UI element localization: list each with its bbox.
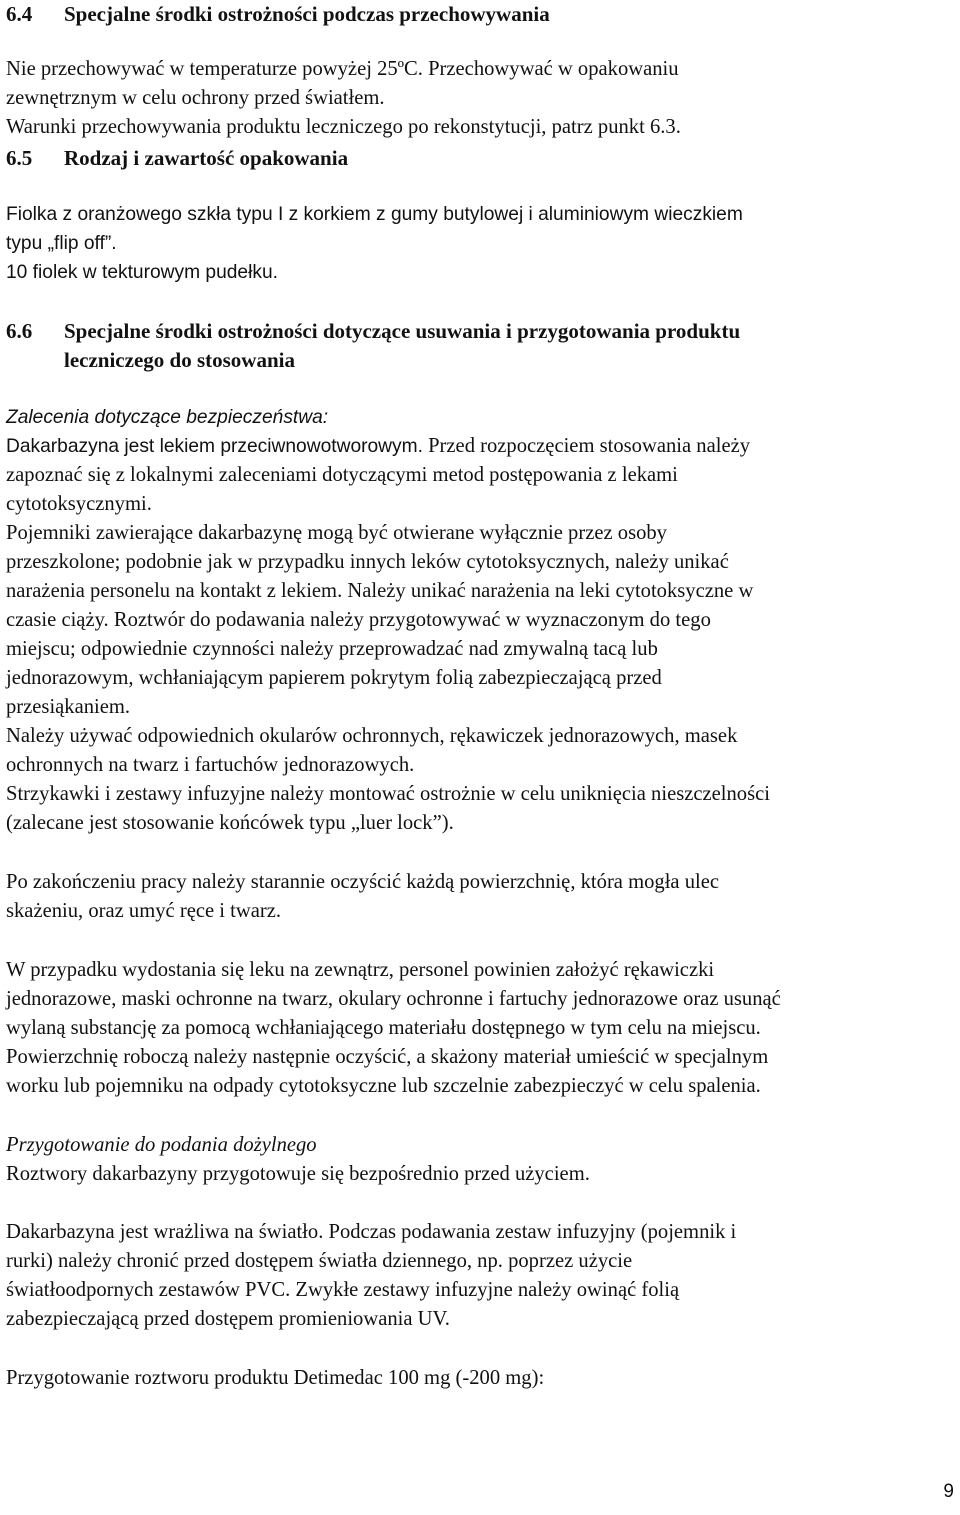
section-title: Specjalne środki ostrożności dotyczące usuwania i przygotowania produktu (64, 319, 741, 343)
safety-line-start: Dakarbazyna jest lekiem przeciwnowotworowym. (6, 436, 423, 457)
section-title-continued: leczniczego do stosowania (64, 348, 295, 372)
section-title: Rodzaj i zawartość opakowania (64, 146, 349, 170)
section-6-4-body (6, 55, 956, 142)
text-line: rurki) należy chronić przed dostępem światła dziennego, np. poprzez użycie (6, 1250, 633, 1272)
text-line: W przypadku wydostania się leku na zewnątrz, personel powinien założyć rękawiczki (6, 959, 715, 981)
text-line: Warunki przechowywania produktu leczniczego po rekonstytucji, patrz punkt 6.3. (6, 116, 681, 138)
section-title: Specjalne środki ostrożności podczas przechowywania (64, 2, 550, 26)
text-line: typu „flip off”. (6, 233, 117, 254)
text-line: przesiąkaniem. (6, 696, 131, 718)
text-line: światłoodpornych zestawów PVC. Zwykłe zestawy infuzyjne należy owinąć folią (6, 1279, 680, 1301)
safety-paragraph (6, 432, 956, 519)
section-number: 6.4 (6, 2, 33, 26)
prep-paragraph (6, 1160, 956, 1189)
text-line: skażeniu, oraz umyć ręce i twarz. (6, 900, 282, 922)
section-6-5-heading (6, 144, 956, 173)
text-line: zewnętrznym w celu ochrony przed światłem. (6, 87, 385, 109)
prep-subheading: Przygotowanie do podania dożylnego (6, 1134, 317, 1156)
text-line: zapoznać się z lokalnymi zaleceniami dotyczącymi metod postępowania z lekami (6, 464, 678, 486)
text-line: (zalecane jest stosowanie końcówek typu „luer lock”). (6, 812, 454, 834)
text-line: zabezpieczającą przed dostępem promieniowania UV. (6, 1308, 450, 1330)
text-line: Fiolka z oranżowego szkła typu I z korkiem z gumy butylowej i aluminiowym wieczkiem (6, 204, 743, 225)
text-line: narażenia personelu na kontakt z lekiem. Należy unikać narażenia na leki cytotoksyczne w (6, 580, 754, 602)
text-line: worku lub pojemniku na odpady cytotoksyczne lub szczelnie zabezpieczyć w celu spalenia. (6, 1075, 761, 1097)
text-line: Po zakończeniu pracy należy starannie oczyścić każdą powierzchnię, która mogła ulec (6, 871, 720, 893)
text-line: Pojemniki zawierające dakarbazynę mogą być otwierane wyłącznie przez osoby (6, 522, 667, 544)
safety-subheading: Zalecenia dotyczące bezpieczeństwa: (6, 407, 329, 428)
text-line: Powierzchnię roboczą należy następnie oczyścić, a skażony materiał umieścić w specjalnym (6, 1046, 769, 1068)
text-line: Strzykawki i zestawy infuzyjne należy montować ostrożnie w celu uniknięcia nieszczelności (6, 783, 770, 805)
text-line: miejscu; odpowiednie czynności należy przeprowadzać nad zmywalną tacą lub (6, 638, 658, 660)
spill-paragraph (6, 956, 956, 1101)
safety-line-end: Przed rozpoczęciem stosowania należy (422, 435, 751, 457)
section-6-4-heading (6, 0, 956, 29)
text-line: ochronnych na twarz i fartuchów jednorazowych. (6, 754, 415, 776)
text-line: cytotoksycznymi. (6, 493, 152, 515)
text-line: przeszkolone; podobnie jak w przypadku innych leków cytotoksycznych, należy unikać (6, 551, 729, 573)
section-6-6-heading (6, 317, 956, 375)
section-6-5-body (6, 200, 956, 287)
text-line: wylaną substancję za pomocą wchłaniającego materiału dostępnego w tym celu na miejscu. (6, 1017, 761, 1039)
text-line (6, 432, 956, 461)
light-paragraph (6, 1218, 956, 1334)
solution-paragraph (6, 1364, 956, 1393)
text-line: Należy używać odpowiednich okularów ochronnych, rękawiczek jednorazowych, masek (6, 725, 738, 747)
page-number: 9 (943, 1481, 954, 1502)
section-number: 6.6 (6, 319, 33, 343)
text-line: Przygotowanie roztworu produktu Detimedac 100 mg (-200 mg): (6, 1367, 545, 1389)
text-line: Dakarbazyna jest wrażliwa na światło. Podczas podawania zestaw infuzyjny (pojemnik i (6, 1221, 737, 1243)
cleanup-paragraph (6, 868, 956, 926)
text-line: Roztwory dakarbazyny przygotowuje się bezpośrednio przed użyciem. (6, 1163, 590, 1185)
text-line: jednorazowym, wchłaniającym papierem pokrytym folią zabezpieczającą przed (6, 667, 662, 689)
text-line: czasie ciąży. Roztwór do podawania należy przygotowywać w wyznaczonym do tego (6, 609, 711, 631)
text-line: jednorazowe, maski ochronne na twarz, okulary ochronne i fartuchy jednorazowe oraz usunąć (6, 988, 781, 1010)
text-line: Nie przechowywać w temperaturze powyżej 25ºC. Przechowywać w opakowaniu (6, 58, 679, 80)
text-line: 10 fiolek w tekturowym pudełku. (6, 262, 278, 283)
containers-paragraph (6, 519, 956, 838)
section-number: 6.5 (6, 146, 33, 170)
